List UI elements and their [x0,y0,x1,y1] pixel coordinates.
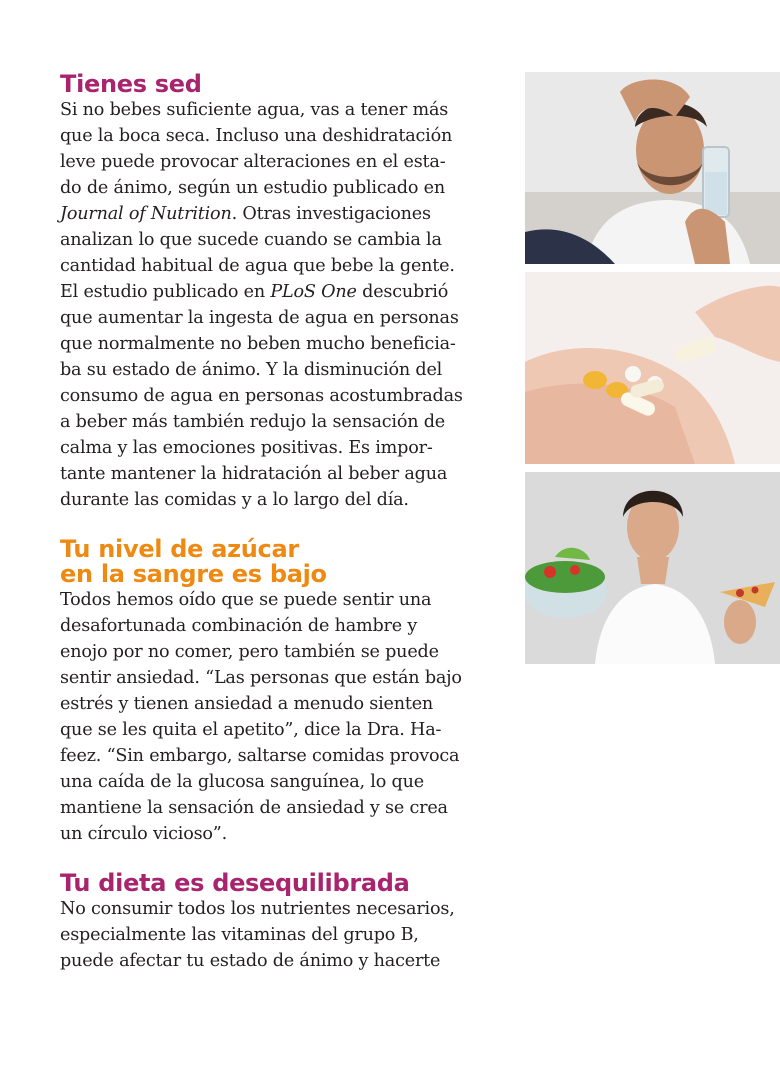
text-line: Si no bebes suficiente agua, vas a tener más [60,100,449,120]
text-line: mantiene la sensación de ansiedad y se crea [60,798,448,818]
text-line: Journal of Nutrition. Otras investigaciones [60,204,431,224]
heading-line: Tu nivel de azúcar [60,535,299,563]
text-line: calma y las emociones positivas. Es impor- [60,438,433,458]
photo-woman-salad-pizza [525,472,780,664]
body-paragraph [60,896,506,974]
body-paragraph [60,97,506,513]
text-line: No consumir todos los nutrientes necesarios, [60,899,455,919]
text-line: sentir ansiedad. “Las personas que están bajo [60,668,462,688]
section-heading: Tu dieta es desequilibrada [60,869,410,897]
section-heading [60,537,506,587]
text-line: que normalmente no beben mucho beneficia- [60,334,456,354]
text-line: un círculo vicioso”. [60,824,227,844]
text-line: especialmente las vitaminas del grupo B, [60,925,419,945]
body-paragraph [60,587,506,847]
text-line: una caída de la glucosa sanguínea, lo que [60,772,424,792]
article-column [60,72,506,974]
photo-man-headache-water [525,72,780,264]
text-line: tante mantener la hidratación al beber agua [60,464,448,484]
text-line: analizan lo que sucede cuando se cambia la [60,230,442,250]
text-line: Todos hemos oído que se puede sentir una [60,590,432,610]
text-line: ba su estado de ánimo. Y la disminución del [60,360,443,380]
section-blood-sugar [60,537,506,847]
text-line: puede afectar tu estado de ánimo y hacerte [60,951,441,971]
section-heading: Tienes sed [60,70,202,98]
text-line: El estudio publicado en PLoS One descubrió [60,282,449,302]
text-line: cantidad habitual de agua que bebe la gente. [60,256,455,276]
text-line: consumo de agua en personas acostumbradas [60,386,463,406]
text-line: que la boca seca. Incluso una deshidratación [60,126,453,146]
text-line: que aumentar la ingesta de agua en personas [60,308,459,328]
text-line: enojo por no comer, pero también se puede [60,642,439,662]
section-diet [60,871,506,974]
text-line: a beber más también redujo la sensación de [60,412,446,432]
photo-column [525,72,780,672]
text-line: desafortunada combinación de hambre y [60,616,418,636]
journal-title: PLoS One [270,282,357,302]
journal-title: Journal of Nutrition [60,204,232,224]
text-line: feez. “Sin embargo, saltarse comidas provoca [60,746,460,766]
heading-line: en la sangre es bajo [60,560,327,588]
text-line: leve puede provocar alteraciones en el esta- [60,152,446,172]
section-thirst [60,72,506,513]
photo-hand-pills [525,272,780,464]
text-line: que se les quita el apetito”, dice la Dra. Ha- [60,720,442,740]
text-line: durante las comidas y a lo largo del día. [60,490,409,510]
text-line: do de ánimo, según un estudio publicado en [60,178,445,198]
text-line: estrés y tienen ansiedad a menudo sienten [60,694,434,714]
